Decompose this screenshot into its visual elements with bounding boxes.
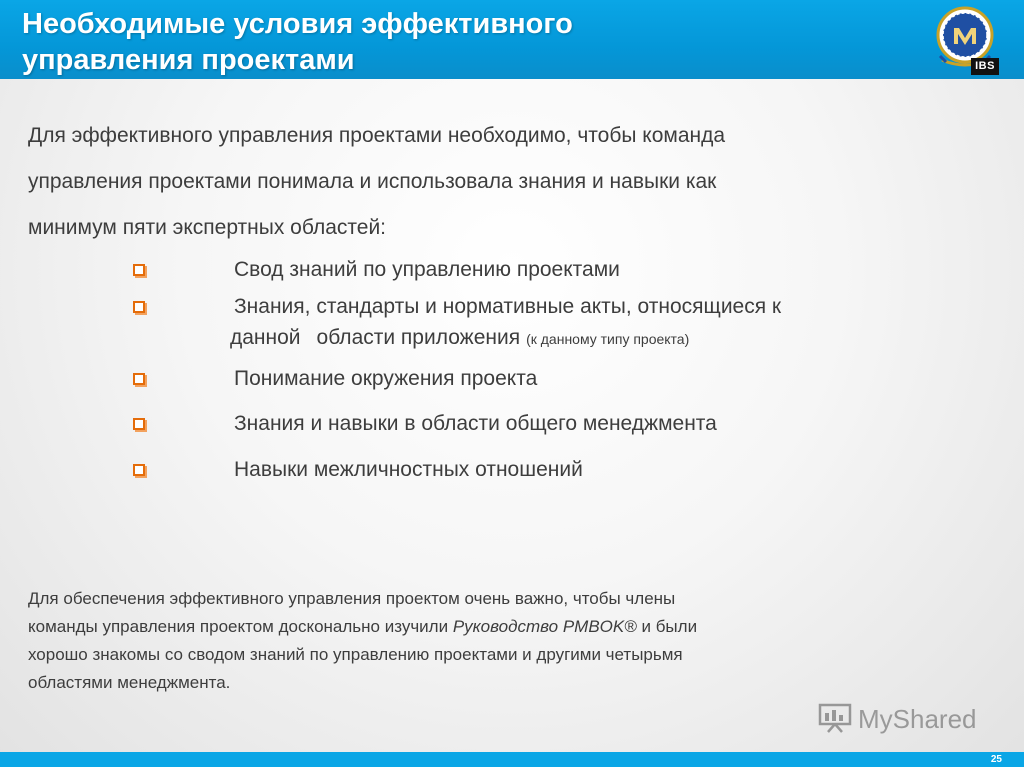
- list-item-note: (к данному типу проекта): [526, 331, 690, 347]
- checkbox-icon: [133, 373, 145, 385]
- list-item-text: Понимание окружения проекта: [234, 367, 538, 390]
- header-bar: [0, 0, 1024, 79]
- list-item-text: Знания и навыки в области общего менеджмента: [234, 412, 717, 435]
- ibs-logo-text: IBS: [971, 58, 999, 75]
- pmbok-guide-title: Руководство PMBOK®: [452, 617, 637, 636]
- footer-line-2-start: команды управления проектом досконально изучили: [28, 617, 453, 636]
- watermark-text: MyShared: [858, 704, 977, 734]
- intro-paragraph: [28, 113, 928, 251]
- page-number: 25: [990, 754, 1002, 765]
- slide-title-line-1: Необходимые условия эффективного: [22, 8, 573, 40]
- checkbox-icon: [133, 301, 145, 313]
- list-item-text-line-1: Знания, стандарты и нормативные акты, относящиеся к: [234, 295, 782, 318]
- list-item-text: [230, 291, 934, 355]
- list-item-continuation-a: данной: [230, 326, 301, 349]
- intro-line-3: минимум пяти экспертных областей:: [28, 216, 387, 239]
- intro-line-1: Для эффективного управления проектами необходимо, чтобы команда: [28, 124, 726, 147]
- list-item-text: Свод знаний по управлению проектами: [234, 258, 620, 281]
- list-item-text: Навыки межличностных отношений: [234, 458, 583, 481]
- list-item-text-line-2: [230, 322, 934, 355]
- slide-title-line-2: управления проектами: [22, 44, 355, 76]
- footer-line-3: хорошо знакомы со сводом знаний по управлению проектами и другими четырьмя: [28, 645, 683, 664]
- list-item-continuation-b: области приложения: [316, 326, 521, 349]
- slide-title: [22, 6, 922, 78]
- checkbox-icon: [133, 464, 145, 476]
- footer-line-1: Для обеспечения эффективного управления проектом очень важно, чтобы члены: [28, 589, 676, 608]
- footer-bar: [0, 752, 1024, 767]
- footer-line-2-end: и были: [636, 617, 698, 636]
- myshared-watermark: [818, 700, 993, 740]
- myshared-presentation-icon: [818, 703, 852, 733]
- intro-line-2: управления проектами понимала и использовала знания и навыки как: [28, 170, 717, 193]
- pmbok-note-paragraph: [28, 585, 928, 697]
- checkbox-icon: [133, 264, 145, 276]
- footer-line-4: областями менеджмента.: [28, 673, 231, 692]
- checkbox-icon: [133, 418, 145, 430]
